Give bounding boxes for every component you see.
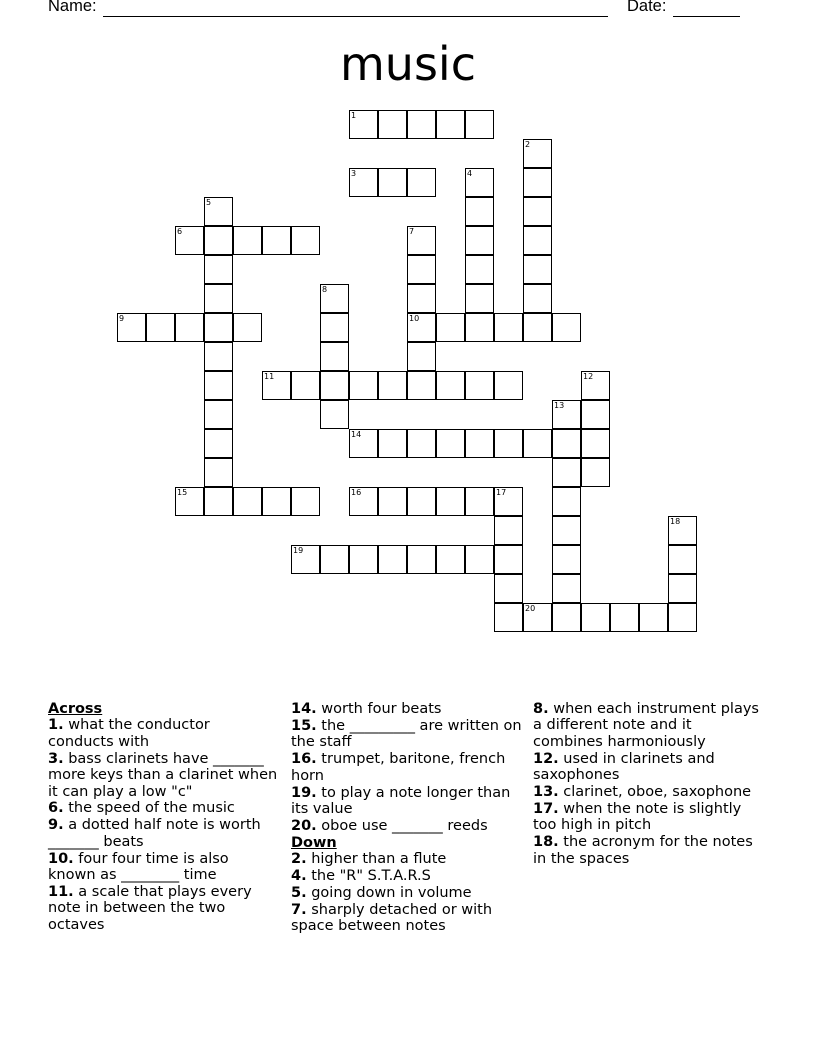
grid-cell[interactable] [523,313,552,342]
grid-cell[interactable] [349,110,378,139]
clue-item [291,818,523,834]
clue-item [48,817,280,850]
clue-number: 10. [48,850,74,867]
grid-cell[interactable] [552,545,581,574]
grid-cell[interactable] [320,313,349,342]
grid-cell[interactable] [552,574,581,603]
grid-cell[interactable] [175,226,204,255]
clue-text: when the note is slightly too high in pitch [533,800,742,834]
grid-cell[interactable] [523,429,552,458]
grid-cell[interactable] [465,168,494,197]
grid-cell[interactable] [581,400,610,429]
clue-number: 8. [533,701,549,717]
grid-cell[interactable] [552,313,581,342]
grid-cell[interactable] [581,458,610,487]
clue-item [48,717,280,750]
clue-column-1 [48,701,280,934]
clue-item [291,885,523,901]
grid-cell[interactable] [175,487,204,516]
grid-cell[interactable] [465,313,494,342]
clue-item [291,851,523,867]
cell-number: 5 [206,198,212,207]
clue-text: worth four beats [316,701,442,717]
grid-cell[interactable] [465,371,494,400]
clue-text: bass clarinets have _______ more keys than a clarinet when it can play a low "c" [48,750,278,800]
cell-number: 18 [670,517,681,526]
cell-number: 14 [351,430,362,439]
clue-number: 14. [291,701,317,717]
grid-cell[interactable] [523,603,552,632]
grid-cell[interactable] [291,226,320,255]
grid-cell[interactable] [523,139,552,168]
grid-cell[interactable] [465,545,494,574]
grid-cell[interactable] [552,516,581,545]
grid-cell[interactable] [349,168,378,197]
grid-cell[interactable] [407,429,436,458]
grid-cell[interactable] [233,313,262,342]
grid-cell[interactable] [349,371,378,400]
clue-item [533,801,765,834]
grid-cell[interactable] [523,255,552,284]
grid-cell[interactable] [407,110,436,139]
clue-number: 13. [533,784,559,801]
grid-cell[interactable] [291,545,320,574]
grid-cell[interactable] [523,226,552,255]
clue-text: the speed of the music [63,800,235,817]
grid-cell[interactable] [407,226,436,255]
grid-cell[interactable] [320,342,349,371]
clue-item [48,851,280,884]
clue-text: clarinet, oboe, saxophone [558,784,752,801]
grid-cell[interactable] [146,313,175,342]
grid-cell[interactable] [494,487,523,516]
grid-cell[interactable] [581,429,610,458]
grid-cell[interactable] [436,429,465,458]
grid-cell[interactable] [639,603,668,632]
clue-number: 9. [48,817,64,834]
cell-number: 9 [119,314,125,323]
cell-number: 19 [293,546,304,555]
grid-cell[interactable] [407,255,436,284]
clue-column-3 [533,701,765,868]
cell-number: 15 [177,488,188,497]
clue-item [48,751,280,800]
grid-cell[interactable] [465,197,494,226]
grid-cell[interactable] [262,226,291,255]
clue-text: oboe use _______ reeds [316,817,488,834]
clue-item [533,751,765,784]
clue-text: when each instrument plays a different note and it combines harmoniously [533,701,759,750]
grid-cell[interactable] [262,371,291,400]
cell-number: 7 [409,227,415,236]
clue-item [291,868,523,884]
clue-text: a scale that plays every note in between the two octaves [48,883,252,933]
clue-item [48,884,280,933]
clue-text: four four time is also known as ________ time [48,850,229,884]
clue-column-2 [291,701,523,935]
clue-text: used in clarinets and saxophones [533,750,715,784]
grid-cell[interactable] [233,487,262,516]
clue-number: 12. [533,750,559,767]
grid-cell[interactable] [494,371,523,400]
cell-number: 6 [177,227,183,236]
grid-cell[interactable] [291,487,320,516]
grid-cell[interactable] [204,371,233,400]
grid-cell[interactable] [204,429,233,458]
grid-cell[interactable] [581,603,610,632]
cell-number: 12 [583,372,594,381]
grid-cell[interactable] [407,284,436,313]
clue-item [291,718,523,751]
clue-text: the acronym for the notes in the spaces [533,834,753,867]
clue-text: the _________ are written on the staff [291,717,522,751]
clue-text: sharply detached or with space between notes [291,901,493,935]
cell-number: 17 [496,488,507,497]
grid-cell[interactable] [494,603,523,632]
cell-number: 1 [351,111,357,120]
grid-cell[interactable] [668,516,697,545]
grid-cell[interactable] [378,487,407,516]
clue-item [48,800,280,816]
grid-cell[interactable] [204,487,233,516]
cell-number: 11 [264,372,275,381]
cell-number: 8 [322,285,328,294]
clue-number: 17. [533,800,559,817]
grid-cell[interactable] [465,110,494,139]
grid-cell[interactable] [465,284,494,313]
grid-cell[interactable] [262,487,291,516]
cell-number: 10 [409,314,420,323]
name-label: Name: [48,0,97,15]
clue-item [533,784,765,800]
grid-cell[interactable] [349,545,378,574]
clue-number: 18. [533,834,559,851]
cell-number: 13 [554,401,565,410]
grid-cell[interactable] [407,313,436,342]
date-label: Date: [627,0,667,15]
grid-cell[interactable] [320,545,349,574]
grid-cell[interactable] [436,313,465,342]
clue-number: 4. [291,868,307,885]
grid-cell[interactable] [378,371,407,400]
across-heading: Across [48,701,103,717]
grid-cell[interactable] [349,487,378,516]
grid-cell[interactable] [204,400,233,429]
grid-cell[interactable] [204,313,233,342]
cell-number: 3 [351,169,357,178]
clue-text: the "R" S.T.A.R.S [306,868,431,885]
grid-cell[interactable] [436,545,465,574]
clue-number: 11. [48,883,74,900]
clue-number: 5. [291,884,307,901]
clue-item [291,751,523,784]
grid-cell[interactable] [436,110,465,139]
grid-cell[interactable] [436,487,465,516]
grid-cell[interactable] [175,313,204,342]
grid-cell[interactable] [320,284,349,313]
grid-cell[interactable] [552,603,581,632]
grid-cell[interactable] [668,603,697,632]
clue-number: 20. [291,817,317,834]
clue-text: to play a note longer than its value [291,784,511,817]
grid-cell[interactable] [320,400,349,429]
clue-text: trumpet, baritone, french horn [291,751,506,784]
cell-number: 2 [525,140,531,149]
clue-number: 2. [291,851,307,868]
grid-cell[interactable] [494,545,523,574]
grid-cell[interactable] [204,342,233,371]
grid-cell[interactable] [668,574,697,603]
grid-cell[interactable] [494,516,523,545]
grid-cell[interactable] [465,226,494,255]
grid-cell[interactable] [378,110,407,139]
clue-item [533,701,765,750]
grid-cell[interactable] [552,429,581,458]
clue-number: 3. [48,750,64,767]
grid-cell[interactable] [668,545,697,574]
clue-text: a dotted half note is worth _______ beats [48,817,261,850]
clue-number: 6. [48,800,64,817]
clue-number: 16. [291,751,317,768]
grid-cell[interactable] [436,371,465,400]
clue-text: what the conductor conducts with [48,717,210,750]
page-title: music [339,37,476,91]
down-heading: Down [291,834,337,851]
cell-number: 4 [467,169,473,178]
grid-cell[interactable] [552,458,581,487]
grid-cell[interactable] [523,197,552,226]
clue-text: higher than a flute [306,851,447,868]
grid-cell[interactable] [523,168,552,197]
grid-cell[interactable] [407,342,436,371]
grid-cell[interactable] [320,371,349,400]
grid-cell[interactable] [465,429,494,458]
grid-cell[interactable] [465,487,494,516]
clue-item [291,701,523,717]
clue-number: 15. [291,717,317,734]
clue-item [533,834,765,867]
grid-cell[interactable] [407,168,436,197]
grid-cell[interactable] [523,284,552,313]
clue-text: going down in volume [306,884,472,901]
grid-cell[interactable] [581,371,610,400]
grid-cell[interactable] [552,487,581,516]
clue-item [291,785,523,818]
clue-number: 1. [48,717,64,734]
grid-cell[interactable] [204,197,233,226]
grid-cell[interactable] [407,487,436,516]
grid-cell[interactable] [204,458,233,487]
grid-cell[interactable] [378,168,407,197]
grid-cell[interactable] [204,226,233,255]
grid-cell[interactable] [465,255,494,284]
clue-number: 7. [291,901,307,918]
cell-number: 16 [351,488,362,497]
cell-number: 20 [525,604,536,613]
grid-cell[interactable] [204,255,233,284]
grid-cell[interactable] [378,545,407,574]
grid-cell[interactable] [494,574,523,603]
grid-cell[interactable] [552,400,581,429]
grid-cell[interactable] [349,429,378,458]
grid-cell[interactable] [378,429,407,458]
grid-cell[interactable] [117,313,146,342]
clue-item [291,902,523,935]
grid-cell[interactable] [494,429,523,458]
grid-cell[interactable] [291,371,320,400]
grid-cell[interactable] [407,545,436,574]
grid-cell[interactable] [494,313,523,342]
grid-cell[interactable] [233,226,262,255]
grid-cell[interactable] [204,284,233,313]
grid-cell[interactable] [610,603,639,632]
clue-number: 19. [291,784,317,801]
grid-cell[interactable] [407,371,436,400]
